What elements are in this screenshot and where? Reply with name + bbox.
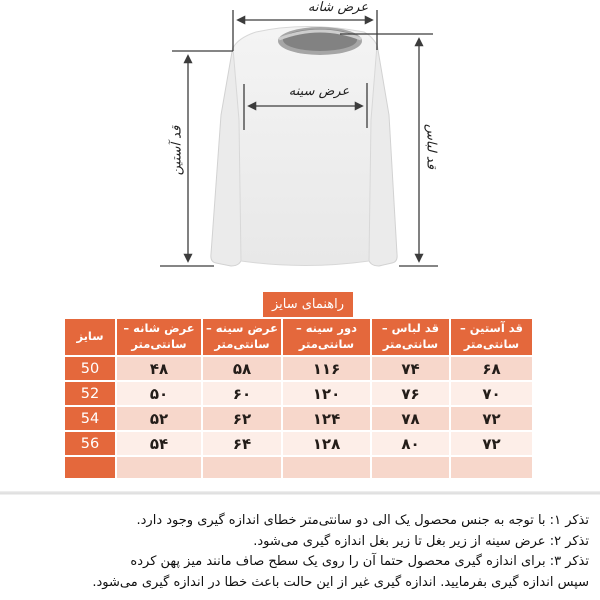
value-cell: ۶۴ bbox=[203, 432, 281, 455]
sleeve-length-label: قد آستین bbox=[169, 125, 185, 176]
value-cell: ۷۴ bbox=[372, 357, 449, 380]
shirt-body bbox=[233, 27, 377, 266]
chest-width-label: عرض سینه bbox=[288, 84, 350, 99]
value-cell bbox=[372, 457, 449, 478]
value-cell: ۶۲ bbox=[203, 407, 281, 430]
value-cell: ۷۲ bbox=[451, 407, 532, 430]
header-row bbox=[65, 319, 532, 355]
table-row bbox=[65, 382, 532, 405]
size-cell: 50 bbox=[65, 357, 115, 380]
column-header: سایز bbox=[65, 319, 115, 355]
note-line: سپس اندازه گیری بفرمایید. اندازه گیری غیر از این حالت باعث خطا در اندازه گیری می‌شود. bbox=[92, 574, 589, 590]
note-line: تذکر ۲: عرض سینه از زیر بغل تا زیر بغل اندازه گیری می‌شود. bbox=[253, 533, 589, 549]
value-cell: ۱۲۴ bbox=[283, 407, 370, 430]
column-header: دور سینه – سانتی‌متر bbox=[283, 319, 370, 355]
value-cell bbox=[203, 457, 281, 478]
shirt-measurement-diagram bbox=[0, 0, 600, 290]
table-row bbox=[65, 357, 532, 380]
column-header: عرض سینه – سانتی‌متر bbox=[203, 319, 281, 355]
note-line: تذکر ۳: برای اندازه گیری محصول حتما آن را روی یک سطح صاف مانند میز پهن کرده bbox=[130, 554, 589, 569]
value-cell: ۱۱۶ bbox=[283, 357, 370, 380]
size-cell: 54 bbox=[65, 407, 115, 430]
value-cell bbox=[283, 457, 370, 478]
table-row bbox=[65, 407, 532, 430]
value-cell: ۸۰ bbox=[372, 432, 449, 455]
column-header: عرض شانه – سانتی‌متر bbox=[117, 319, 201, 355]
size-table bbox=[63, 317, 534, 480]
value-cell: ۵۸ bbox=[203, 357, 281, 380]
measurement-notes bbox=[15, 511, 589, 593]
value-cell: ۷۶ bbox=[372, 382, 449, 405]
note-line: تذکر ۱: با توجه به جنس محصول یک الی دو سانتی‌متر خطای اندازه گیری وجود دارد. bbox=[136, 513, 589, 528]
table-row bbox=[65, 432, 532, 455]
shoulder-width-label: عرض شانه bbox=[307, 0, 369, 15]
value-cell: ۱۲۰ bbox=[283, 382, 370, 405]
value-cell: ۷۸ bbox=[372, 407, 449, 430]
column-header: قد آستین – سانتی‌متر bbox=[451, 319, 532, 355]
value-cell: ۷۲ bbox=[451, 432, 532, 455]
value-cell: ۵۲ bbox=[117, 407, 201, 430]
garment-length-label: قد لباس bbox=[423, 124, 439, 169]
value-cell: ۵۰ bbox=[117, 382, 201, 405]
shirt-collar bbox=[278, 27, 362, 55]
size-cell: 56 bbox=[65, 432, 115, 455]
size-cell bbox=[65, 457, 115, 478]
section-divider bbox=[0, 491, 600, 495]
value-cell: ۶۸ bbox=[451, 357, 532, 380]
value-cell: ۱۲۸ bbox=[283, 432, 370, 455]
size-guide-title: راهنمای سایز bbox=[263, 292, 353, 317]
value-cell: ۷۰ bbox=[451, 382, 532, 405]
value-cell: ۵۴ bbox=[117, 432, 201, 455]
value-cell: ۶۰ bbox=[203, 382, 281, 405]
value-cell bbox=[451, 457, 532, 478]
table-row bbox=[65, 457, 532, 478]
value-cell bbox=[117, 457, 201, 478]
column-header: قد لباس – سانتی‌متر bbox=[372, 319, 449, 355]
value-cell: ۴۸ bbox=[117, 357, 201, 380]
size-cell: 52 bbox=[65, 382, 115, 405]
